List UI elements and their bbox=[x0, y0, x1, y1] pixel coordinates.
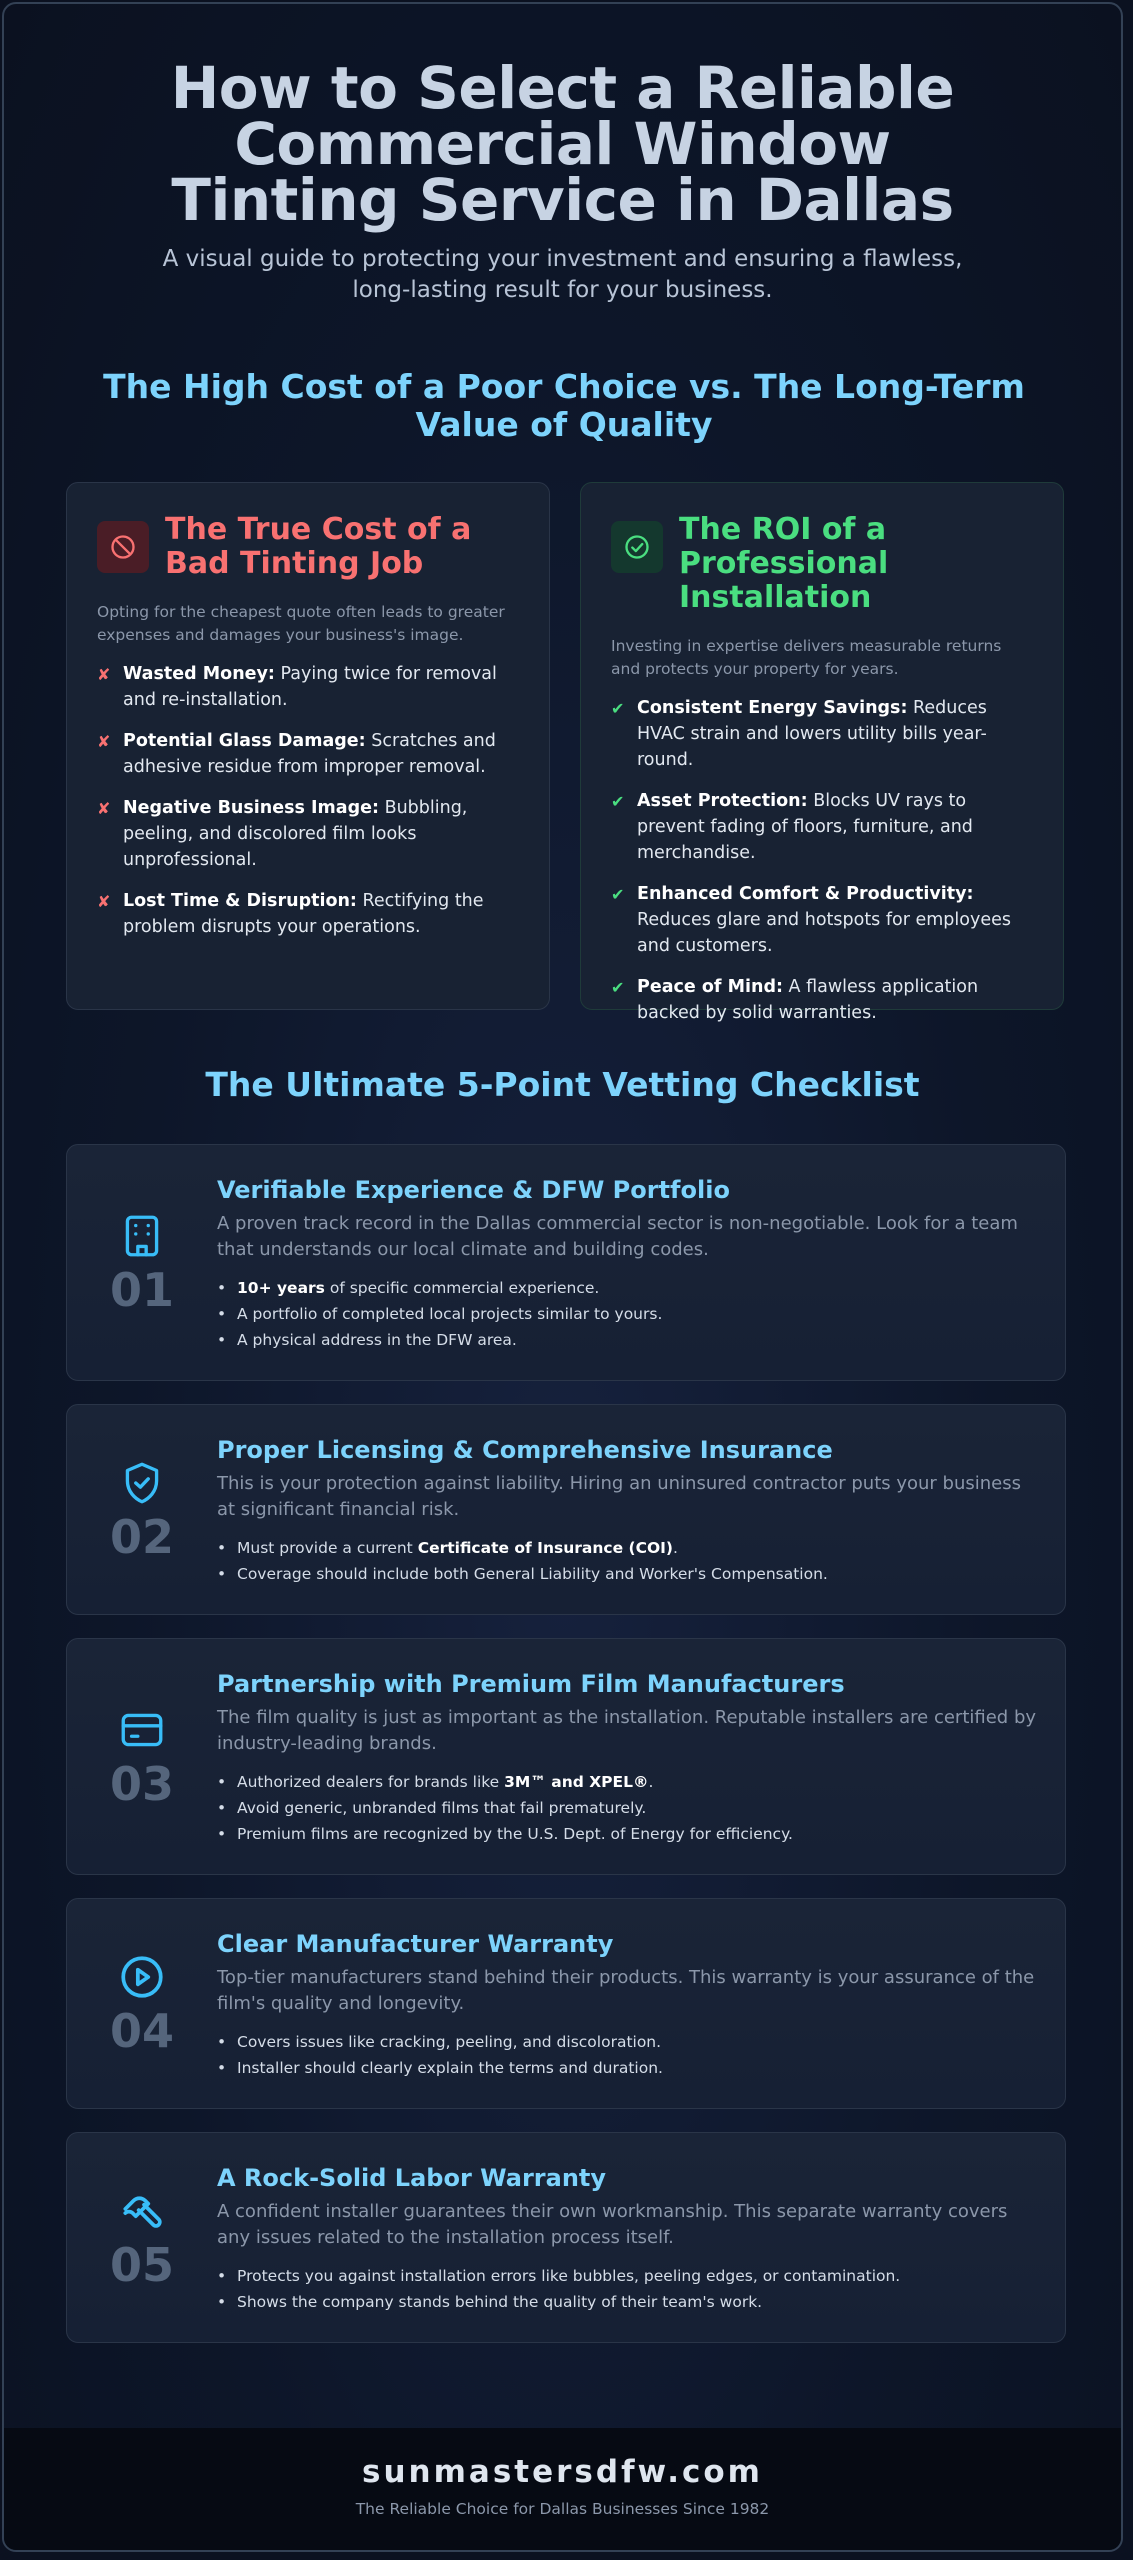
item-text bbox=[637, 881, 1033, 959]
item-text bbox=[123, 795, 519, 873]
shield-check-icon bbox=[117, 1458, 167, 1508]
bullet-dot: • bbox=[217, 2267, 227, 2285]
bullet-dot: • bbox=[217, 1331, 227, 1349]
step-bullet bbox=[217, 2289, 1037, 2315]
step-number: 04 bbox=[109, 2003, 174, 2058]
step-title: Clear Manufacturer Warranty bbox=[217, 1930, 614, 1958]
item-text bbox=[123, 888, 519, 940]
bullet-text-part: Covers issues like cracking, peeling, and discoloration. bbox=[237, 2033, 662, 2051]
bullet-text-part: Coverage should include both General Liability and Worker's Compensation. bbox=[237, 1565, 828, 1583]
x-mark-icon: ✘ bbox=[97, 732, 111, 751]
step-number: 02 bbox=[109, 1509, 174, 1564]
building-icon bbox=[117, 1211, 167, 1261]
header bbox=[4, 54, 1121, 306]
bullet-text-part: A portfolio of completed local projects similar to yours. bbox=[237, 1305, 663, 1323]
item-label: Peace of Mind: bbox=[637, 977, 783, 997]
bullet-text-part: Avoid generic, unbranded films that fail prematurely. bbox=[237, 1799, 647, 1817]
bullet-dot: • bbox=[217, 1279, 227, 1297]
bad-job-intro: Opting for the cheapest quote often leads to greater expenses and damages your business's image. bbox=[97, 603, 505, 644]
item-text bbox=[123, 661, 519, 713]
step-number: 05 bbox=[109, 2237, 174, 2292]
x-mark-icon: ✘ bbox=[97, 892, 111, 911]
step-bullets bbox=[217, 1535, 1037, 1587]
step-title: Partnership with Premium Film Manufacturers bbox=[217, 1670, 845, 1698]
roi-intro: Investing in expertise delivers measurable returns and protects your property for years. bbox=[611, 637, 1002, 678]
bullet-text-part: . bbox=[672, 1539, 678, 1557]
item-label: Wasted Money: bbox=[123, 664, 275, 684]
step-bullet bbox=[217, 1795, 1037, 1821]
bad-item bbox=[97, 728, 519, 780]
step-number: 03 bbox=[109, 1756, 174, 1811]
bullet-dot: • bbox=[217, 1825, 227, 1843]
roi-list bbox=[611, 695, 1033, 1026]
bullet-text-part: Premium films are recognized by the U.S. Dept. of Energy for efficiency. bbox=[237, 1825, 793, 1843]
footer-tagline: The Reliable Choice for Dallas Businesses Since 1982 bbox=[355, 2500, 770, 2518]
item-text bbox=[637, 695, 1033, 773]
step-bullets bbox=[217, 1769, 1037, 1847]
check-mark-icon: ✔ bbox=[611, 699, 625, 718]
step-bullet bbox=[217, 2029, 1037, 2055]
comparison-section-title: The High Cost of a Poor Choice vs. The Long-Term Value of Quality bbox=[103, 367, 1025, 444]
checklist-step-1 bbox=[66, 1144, 1066, 1381]
bullet-dot: • bbox=[217, 1565, 227, 1583]
ban-icon bbox=[97, 521, 149, 573]
bullet-text bbox=[237, 2029, 661, 2055]
step-bullet bbox=[217, 1327, 1037, 1353]
bad-item bbox=[97, 661, 519, 713]
bad-item bbox=[97, 795, 519, 873]
step-title: Proper Licensing & Comprehensive Insurance bbox=[217, 1436, 833, 1464]
checklist-step-4 bbox=[66, 1898, 1066, 2109]
item-label: Potential Glass Damage: bbox=[123, 731, 366, 751]
bullet-dot: • bbox=[217, 2033, 227, 2051]
bullet-text-part: Shows the company stands behind the quality of their team's work. bbox=[237, 2293, 763, 2311]
bullet-text-part: Must provide a current bbox=[237, 1539, 418, 1557]
bullet-text bbox=[237, 1561, 828, 1587]
item-label: Consistent Energy Savings: bbox=[637, 698, 908, 718]
item-detail: Bubbling, peeling, and discolored film looks unprofessional. bbox=[123, 798, 468, 870]
bullet-text-part: Authorized dealers for brands like bbox=[237, 1773, 505, 1791]
item-text bbox=[637, 788, 1033, 866]
step-bullets bbox=[217, 2263, 1037, 2315]
x-mark-icon: ✘ bbox=[97, 799, 111, 818]
item-label: Asset Protection: bbox=[637, 791, 808, 811]
page-subtitle: A visual guide to protecting your investment and ensuring a flawless, long-lasting result for your business. bbox=[162, 246, 963, 303]
infographic-frame bbox=[2, 2, 1123, 2552]
play-circle-icon bbox=[117, 1952, 167, 2002]
bullet-emphasis: 10+ years bbox=[237, 1279, 325, 1297]
bad-item bbox=[97, 888, 519, 940]
item-detail: Scratches and adhesive residue from improper removal. bbox=[123, 731, 496, 777]
roi-title: The ROI of a Professional Installation bbox=[679, 512, 889, 615]
step-title: Verifiable Experience & DFW Portfolio bbox=[217, 1176, 730, 1204]
check-mark-icon: ✔ bbox=[611, 792, 625, 811]
step-bullet bbox=[217, 1769, 1037, 1795]
item-detail: Rectifying the problem disrupts your operations. bbox=[123, 891, 484, 937]
bullet-dot: • bbox=[217, 1799, 227, 1817]
bullet-dot: • bbox=[217, 1539, 227, 1557]
step-description: A confident installer guarantees their own workmanship. This separate warranty covers any issues related to the installation process itself. bbox=[217, 2201, 1008, 2248]
roi-item bbox=[611, 974, 1033, 1026]
bullet-dot: • bbox=[217, 1773, 227, 1791]
step-bullet bbox=[217, 1821, 1037, 1847]
bullet-text-part: . bbox=[648, 1773, 654, 1791]
check-mark-icon: ✔ bbox=[611, 978, 625, 997]
bad-job-title: The True Cost of a Bad Tinting Job bbox=[165, 512, 472, 581]
roi-card bbox=[580, 482, 1064, 1023]
step-description: A proven track record in the Dallas commercial sector is non-negotiable. Look for a team that understands our local climate and building codes. bbox=[217, 1213, 1018, 1260]
bullet-dot: • bbox=[217, 2293, 227, 2311]
step-bullet bbox=[217, 1275, 1037, 1301]
item-detail: A flawless application backed by solid warranties. bbox=[637, 977, 979, 1023]
step-bullet bbox=[217, 1301, 1037, 1327]
roi-item bbox=[611, 881, 1033, 959]
check-mark-icon: ✔ bbox=[611, 885, 625, 904]
bullet-text bbox=[237, 1821, 793, 1847]
bullet-text bbox=[237, 1535, 678, 1561]
x-mark-icon: ✘ bbox=[97, 665, 111, 684]
step-bullet bbox=[217, 2263, 1037, 2289]
step-title: A Rock-Solid Labor Warranty bbox=[217, 2164, 607, 2192]
step-description: This is your protection against liability. Hiring an uninsured contractor puts your business at significant financial risk. bbox=[217, 1473, 1021, 1520]
bullet-text-part: Installer should clearly explain the terms and duration. bbox=[237, 2059, 663, 2077]
item-detail: Reduces glare and hotspots for employees and customers. bbox=[637, 910, 1011, 956]
bullet-dot: • bbox=[217, 2059, 227, 2077]
item-detail: Paying twice for removal and re-installation. bbox=[123, 664, 497, 710]
item-detail: Reduces HVAC strain and lowers utility bills year-round. bbox=[637, 698, 987, 770]
footer-domain: sunmastersdfw.com bbox=[362, 2454, 763, 2490]
bullet-text bbox=[237, 2289, 762, 2315]
checklist-step-5 bbox=[66, 2132, 1066, 2343]
check-circle-icon bbox=[611, 521, 663, 573]
step-bullet bbox=[217, 1535, 1037, 1561]
step-bullet bbox=[217, 1561, 1037, 1587]
roi-item bbox=[611, 695, 1033, 773]
bullet-text bbox=[237, 1769, 653, 1795]
item-text bbox=[637, 974, 1033, 1026]
item-label: Lost Time & Disruption: bbox=[123, 891, 357, 911]
step-description: Top-tier manufacturers stand behind their products. This warranty is your assurance of the film's quality and longevity. bbox=[217, 1967, 1035, 2014]
bullet-text bbox=[237, 1301, 662, 1327]
bullet-text-part: A physical address in the DFW area. bbox=[237, 1331, 517, 1349]
step-bullet bbox=[217, 2055, 1037, 2081]
bullet-emphasis: 3M™ and XPEL® bbox=[504, 1773, 649, 1791]
step-bullets bbox=[217, 2029, 1037, 2081]
bad-job-list bbox=[97, 661, 519, 940]
bullet-text-part: of specific commercial experience. bbox=[324, 1279, 600, 1297]
checklist-section-title: The Ultimate 5-Point Vetting Checklist bbox=[205, 1065, 920, 1104]
step-description: The film quality is just as important as the installation. Reputable installers are certified by industry-leading brands. bbox=[217, 1707, 1037, 1754]
checklist-step-3 bbox=[66, 1638, 1066, 1875]
bullet-text-part: Protects you against installation errors like bubbles, peeling edges, or contamination. bbox=[237, 2267, 901, 2285]
page-title: How to Select a Reliable Commercial Window Tinting Service in Dallas bbox=[170, 54, 955, 234]
checklist-step-2 bbox=[66, 1404, 1066, 1615]
item-detail: Blocks UV rays to prevent fading of floors, furniture, and merchandise. bbox=[637, 791, 973, 863]
step-number: 01 bbox=[109, 1262, 174, 1317]
bullet-text bbox=[237, 2055, 663, 2081]
bullet-dot: • bbox=[217, 1305, 227, 1323]
credit-card-icon bbox=[117, 1705, 167, 1755]
bullet-text bbox=[237, 2263, 900, 2289]
bullet-text bbox=[237, 1275, 599, 1301]
item-text bbox=[123, 728, 519, 780]
hammer-icon bbox=[117, 2186, 167, 2236]
bullet-text bbox=[237, 1327, 517, 1353]
item-label: Negative Business Image: bbox=[123, 798, 379, 818]
step-bullets bbox=[217, 1275, 1037, 1353]
footer bbox=[4, 2428, 1121, 2550]
item-label: Enhanced Comfort & Productivity: bbox=[637, 884, 974, 904]
roi-item bbox=[611, 788, 1033, 866]
bullet-text bbox=[237, 1795, 646, 1821]
bullet-emphasis: Certificate of Insurance (COI) bbox=[417, 1539, 673, 1557]
bad-job-card bbox=[66, 482, 550, 1010]
